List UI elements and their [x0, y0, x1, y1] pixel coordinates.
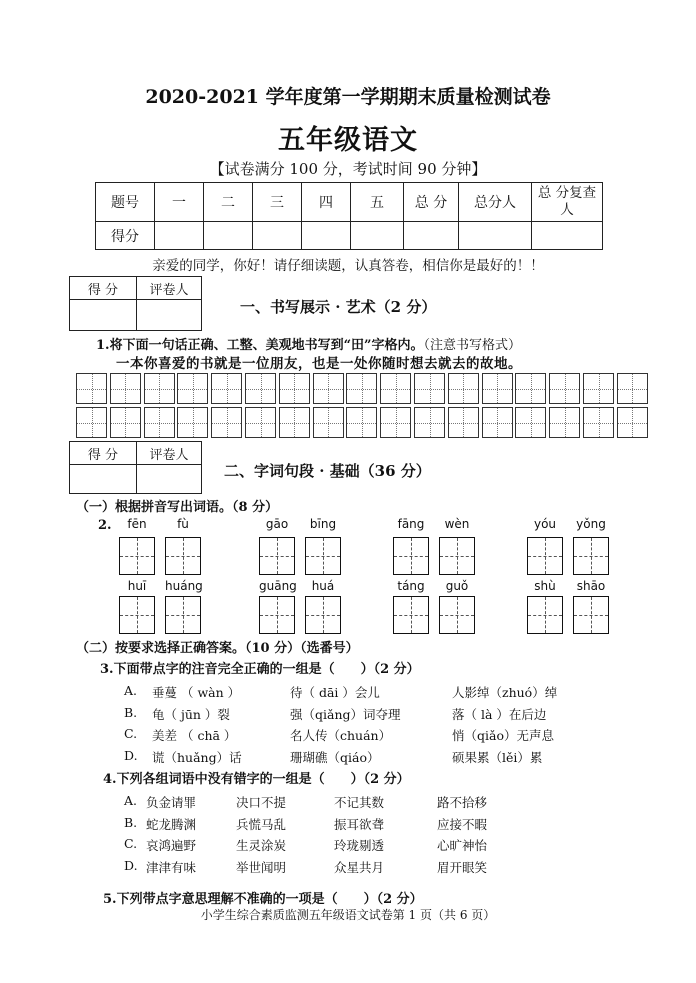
option-item: 名人传（chuán）	[290, 728, 392, 743]
exam-info: 【试卷满分 100 分，考试时间 90 分钟】	[209, 160, 487, 178]
character-writing-box[interactable]	[393, 537, 429, 575]
grader-name-cell[interactable]	[137, 300, 202, 331]
option-item: 硕果累（lěi）累	[452, 749, 543, 765]
greeting: 亲爱的同学，你好！请仔细读题，认真答卷，相信你是最好的！！	[152, 258, 544, 274]
character-writing-box[interactable]	[119, 596, 155, 634]
question-3-stem: 3.下面带点字的注音完全正确的一组是（ ）（2 分）	[100, 662, 420, 677]
character-writing-box[interactable]	[305, 596, 341, 634]
tianzige-cell[interactable]	[380, 373, 411, 404]
character-writing-box[interactable]	[259, 596, 295, 634]
score-header-cell: 五	[351, 183, 404, 222]
tianzige-cell[interactable]	[380, 407, 411, 438]
option-item: 垂蔓 （ wàn ）	[152, 685, 241, 700]
option-item: 决口不提	[236, 795, 287, 810]
page-footer: 小学生综合素质监测五年级语文试卷第 1 页（共 6 页）	[200, 908, 496, 922]
pinyin-label: fāng	[397, 517, 425, 531]
option-item: 负金请罪	[146, 795, 197, 810]
tianzige-cell[interactable]	[177, 407, 208, 438]
pinyin-label: huá	[311, 579, 335, 593]
pinyin-label: wèn	[444, 517, 470, 531]
character-writing-box[interactable]	[527, 537, 563, 575]
character-writing-box[interactable]	[439, 537, 475, 575]
score-header-cell: 二	[204, 183, 253, 222]
question-2-label: 2.	[98, 518, 112, 533]
option-letter[interactable]: C.	[124, 836, 138, 851]
option-letter[interactable]: B.	[124, 814, 138, 830]
score-cell[interactable]	[155, 222, 204, 250]
pinyin-label: shù	[534, 579, 556, 593]
question-5-stem: 5.下列带点字意思理解不准确的一项是（ ）（2 分）	[103, 892, 423, 907]
tianzige-cell[interactable]	[279, 373, 310, 404]
tianzige-cell[interactable]	[76, 373, 107, 404]
tianzige-cell[interactable]	[245, 407, 276, 438]
tianzige-cell[interactable]	[177, 373, 208, 404]
pinyin-label: yǒng	[576, 517, 606, 531]
option-item: 生灵涂炭	[236, 838, 287, 853]
option-item: 蛇龙腾渊	[146, 816, 197, 832]
question-1-stem: 1.将下面一句话正确、工整、美观地书写到“田”字格内。	[96, 338, 424, 353]
option-letter[interactable]: A.	[124, 793, 138, 808]
pinyin-label: shāo	[576, 579, 606, 593]
option-item: 心旷神怡	[437, 838, 488, 853]
section1-title: 一、书写展示 · 艺术（2 分）	[240, 298, 437, 316]
pinyin-label: gāo	[265, 517, 289, 531]
pinyin-label: yóu	[533, 517, 557, 531]
tianzige-cell[interactable]	[549, 407, 580, 438]
score-header-cell: 总 分	[404, 183, 459, 222]
tianzige-cell[interactable]	[313, 407, 344, 438]
option-item: 落（ là ）在后边	[452, 706, 547, 722]
question-4-stem: 4.下列各组词语中没有错字的一组是（ ）（2 分）	[103, 772, 410, 787]
tianzige-cell[interactable]	[144, 407, 175, 438]
tianzige-cell[interactable]	[346, 373, 377, 404]
option-item: 美差 （ chā ）	[152, 728, 237, 743]
tianzige-cell[interactable]	[583, 407, 614, 438]
score-header-cell: 总 分复查人	[532, 183, 603, 222]
character-writing-box[interactable]	[165, 596, 201, 634]
character-writing-box[interactable]	[573, 596, 609, 634]
exam-subject-title: 五年级语文	[278, 125, 418, 156]
score-table-header-row	[96, 183, 603, 222]
part1-title: （一）根据拼音写出词语。（8 分）	[76, 500, 279, 515]
score-table-score-row	[96, 222, 603, 250]
tianzige-cell[interactable]	[279, 407, 310, 438]
grader-score-cell[interactable]	[70, 465, 137, 494]
tianzige-cell[interactable]	[346, 407, 377, 438]
option-letter[interactable]: D.	[124, 857, 138, 873]
grader-name-cell[interactable]	[137, 465, 202, 494]
tianzige-cell[interactable]	[482, 407, 513, 438]
option-item: 举世闻明	[236, 859, 287, 875]
character-writing-box[interactable]	[119, 537, 155, 575]
character-writing-box[interactable]	[393, 596, 429, 634]
tianzige-cell[interactable]	[482, 373, 513, 404]
score-cell[interactable]	[351, 222, 404, 250]
question-1-note: （注意书写格式）	[423, 338, 522, 353]
tianzige-cell[interactable]	[414, 373, 445, 404]
character-writing-box[interactable]	[573, 537, 609, 575]
grader-name-label: 评卷人	[137, 442, 202, 465]
option-item: 人影绰（zhuó）绰	[452, 685, 558, 700]
option-item: 谎（huǎng）话	[152, 749, 242, 765]
option-item: 待（ dāi ）会儿	[290, 685, 380, 700]
option-item: 兵慌马乱	[236, 816, 287, 832]
score-header-cell: 四	[302, 183, 351, 222]
option-item: 龟（ jūn ）裂	[152, 706, 230, 722]
part2-title: （二）按要求选择正确答案。（10 分）（选番号）	[76, 641, 359, 656]
option-item: 应接不暇	[437, 816, 488, 832]
grader-score-cell[interactable]	[70, 300, 137, 331]
option-letter[interactable]: D.	[124, 747, 138, 763]
grader-box-section1	[69, 276, 202, 331]
character-writing-box[interactable]	[165, 537, 201, 575]
option-item: 强（qiǎng）词夺理	[290, 706, 401, 722]
score-row-label: 得分	[96, 222, 155, 250]
exam-title: 2020-2021 学年度第一学期期末质量检测试卷	[145, 86, 551, 108]
score-header-cell: 三	[253, 183, 302, 222]
option-item: 路不拾移	[437, 795, 488, 810]
character-writing-box[interactable]	[439, 596, 475, 634]
tianzige-cell[interactable]	[515, 373, 546, 404]
grader-score-label: 得 分	[70, 442, 137, 465]
option-item: 哀鸿遍野	[146, 838, 197, 853]
tianzige-cell[interactable]	[211, 407, 242, 438]
option-item: 珊瑚礁（qiáo）	[290, 749, 380, 765]
score-cell[interactable]	[404, 222, 459, 250]
tianzige-cell[interactable]	[76, 407, 107, 438]
score-table	[95, 182, 603, 250]
copy-sentence: 一本你喜爱的书就是一位朋友，也是一处你随时想去就去的故地。	[116, 356, 522, 372]
score-header-cell: 题号	[96, 183, 155, 222]
option-item: 振耳欲聋	[334, 816, 385, 832]
tianzige-cell[interactable]	[144, 373, 175, 404]
tianzige-cell[interactable]	[617, 407, 648, 438]
tianzige-cell[interactable]	[211, 373, 242, 404]
pinyin-label: guǒ	[445, 579, 469, 593]
option-item: 津津有味	[146, 859, 197, 875]
option-letter[interactable]: A.	[124, 683, 138, 698]
score-cell[interactable]	[253, 222, 302, 250]
option-item: 众星共月	[334, 859, 385, 875]
section2-title: 二、字词句段 · 基础（36 分）	[224, 462, 431, 480]
option-item: 玲珑剔透	[334, 838, 385, 853]
pinyin-label: bīng	[309, 517, 337, 531]
pinyin-label: guāng	[259, 579, 297, 593]
tianzige-cell[interactable]	[549, 373, 580, 404]
score-cell[interactable]	[204, 222, 253, 250]
score-cell[interactable]	[302, 222, 351, 250]
score-header-cell: 总分人	[459, 183, 532, 222]
grader-score-label: 得 分	[70, 277, 137, 300]
pinyin-label: fēn	[127, 517, 147, 531]
score-header-cell: 一	[155, 183, 204, 222]
tianzige-cell[interactable]	[617, 373, 648, 404]
score-cell[interactable]	[459, 222, 532, 250]
option-item: 眉开眼笑	[437, 859, 488, 875]
tianzige-cell[interactable]	[448, 373, 479, 404]
tianzige-cell[interactable]	[583, 373, 614, 404]
character-writing-box[interactable]	[259, 537, 295, 575]
option-item: 不记其数	[334, 795, 385, 810]
tianzige-cell[interactable]	[245, 373, 276, 404]
option-item: 悄（qiǎo）无声息	[452, 728, 554, 743]
question-1	[96, 334, 521, 353]
score-cell[interactable]	[532, 222, 603, 250]
tianzige-cell[interactable]	[110, 373, 141, 404]
tianzige-cell[interactable]	[110, 407, 141, 438]
tianzige-cell[interactable]	[313, 373, 344, 404]
tianzige-cell[interactable]	[515, 407, 546, 438]
grader-box-section2	[69, 441, 202, 494]
grader-name-label: 评卷人	[137, 277, 202, 300]
tianzige-cell[interactable]	[448, 407, 479, 438]
tianzige-cell[interactable]	[414, 407, 445, 438]
pinyin-label: táng	[397, 579, 425, 593]
character-writing-box[interactable]	[305, 537, 341, 575]
option-letter[interactable]: B.	[124, 704, 138, 720]
character-writing-box[interactable]	[527, 596, 563, 634]
option-letter[interactable]: C.	[124, 726, 138, 741]
pinyin-label: fù	[177, 517, 189, 531]
pinyin-label: huáng	[165, 579, 203, 593]
pinyin-label: huī	[127, 579, 147, 593]
